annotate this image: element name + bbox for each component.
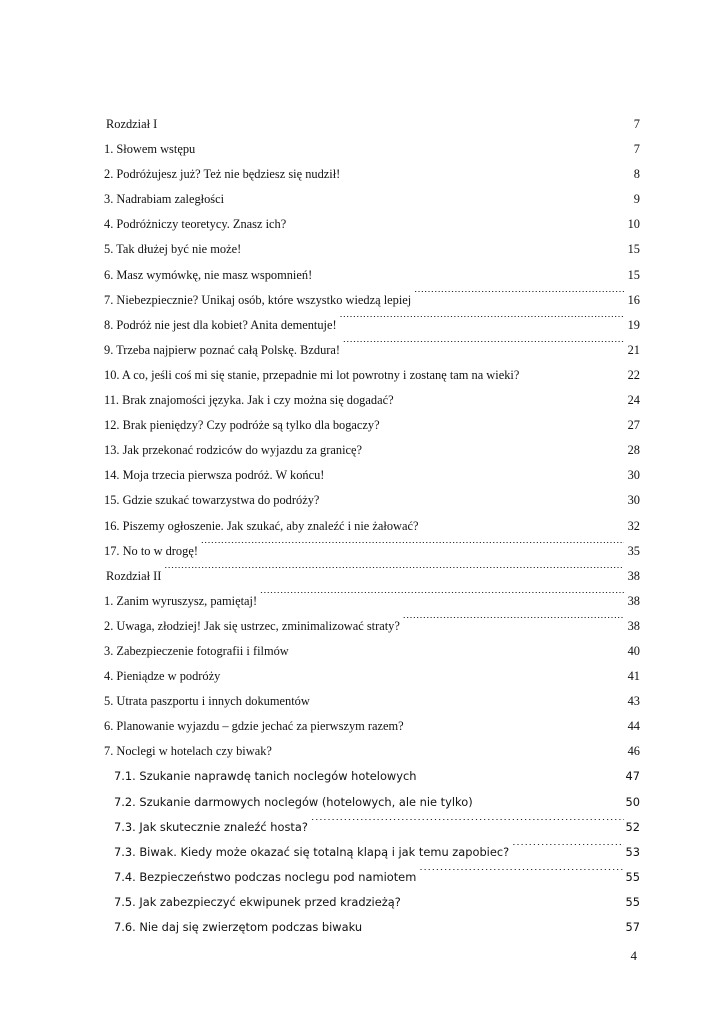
toc-entry-label: 5. Tak dłużej być nie może! bbox=[104, 242, 242, 257]
page-number: 4 bbox=[630, 948, 637, 963]
toc-entry[interactable] bbox=[104, 764, 640, 789]
toc-entry-page: 40 bbox=[627, 643, 640, 658]
dot-leader bbox=[421, 517, 624, 529]
toc-entry-page: 53 bbox=[625, 844, 640, 859]
toc-entry-page: 19 bbox=[627, 317, 640, 332]
toc-entry-label: 7.3. Biwak. Kiedy może okazać się totalną klapą i jak temu zapobiec? bbox=[114, 844, 510, 859]
toc-entry-label: 7.6. Nie daj się zwierzętom podczas biwaku bbox=[114, 920, 363, 934]
dot-leader bbox=[343, 166, 624, 178]
toc-entry-label: 8. Podróż nie jest dla kobiet? Anita dementuje! bbox=[104, 317, 337, 332]
toc-entry[interactable] bbox=[104, 614, 640, 639]
dot-leader bbox=[512, 844, 623, 855]
toc-entry-label: Rozdział II bbox=[106, 568, 162, 583]
dot-leader bbox=[244, 241, 624, 253]
dot-leader bbox=[340, 316, 624, 328]
toc-entry-page: 38 bbox=[627, 593, 640, 608]
toc-entry[interactable] bbox=[104, 263, 640, 288]
dot-leader bbox=[365, 920, 623, 931]
toc-entry-label: 9. Trzeba najpierw poznać całą Polskę. Bzdura! bbox=[104, 342, 341, 357]
toc-entry-label: 7.2. Szukanie darmowych noclegów (hotelowych, ale nie tylko) bbox=[114, 794, 473, 809]
toc-entry-label: 4. Podróżniczy teoretycy. Znasz ich? bbox=[104, 217, 287, 232]
toc-entry[interactable] bbox=[104, 388, 640, 413]
dot-leader bbox=[311, 819, 624, 830]
toc-entry-label: 6. Masz wymówkę, nie masz wspomnień! bbox=[104, 267, 313, 282]
dot-leader bbox=[419, 769, 623, 780]
toc-entry-label: 3. Nadrabiam zaległości bbox=[104, 192, 225, 207]
toc-entry[interactable] bbox=[104, 413, 640, 438]
toc-entry-page: 55 bbox=[625, 894, 640, 909]
toc-entry[interactable] bbox=[104, 187, 640, 212]
toc-entry[interactable] bbox=[104, 463, 640, 488]
toc-entry-page: 7 bbox=[633, 142, 640, 157]
toc-entry-page: 15 bbox=[627, 267, 640, 282]
toc-entry-label: 13. Jak przekonać rodziców do wyjazdu za granicę? bbox=[104, 443, 363, 458]
toc-entry-label: 1. Zanim wyruszysz, pamiętaj! bbox=[104, 593, 258, 608]
toc-entry[interactable] bbox=[104, 137, 640, 162]
toc-entry-page: 46 bbox=[627, 744, 640, 759]
toc-entry-label: 3. Zabezpieczenie fotografii i filmów bbox=[104, 643, 289, 658]
toc-entry-page: 35 bbox=[627, 543, 640, 558]
toc-entry[interactable] bbox=[104, 514, 640, 539]
toc-entry-page: 7 bbox=[633, 117, 640, 131]
toc-entry-page: 22 bbox=[627, 367, 640, 382]
toc-entry[interactable] bbox=[104, 212, 640, 237]
toc-entry-label: 14. Moja trzecia pierwsza podróż. W końcu! bbox=[104, 468, 325, 483]
dot-leader bbox=[223, 668, 624, 680]
toc-entry-page: 38 bbox=[627, 618, 640, 633]
toc-entry-page: 55 bbox=[625, 869, 640, 884]
toc-entry[interactable] bbox=[104, 689, 640, 714]
toc-entry[interactable] bbox=[104, 488, 640, 513]
toc-entry[interactable] bbox=[104, 338, 640, 363]
toc-entry-label: 7.5. Jak zabezpieczyć ekwipunek przed kradzieżą? bbox=[114, 894, 401, 909]
dot-leader bbox=[407, 718, 624, 730]
toc-entry-page: 8 bbox=[633, 167, 640, 182]
dot-leader bbox=[260, 592, 624, 604]
dot-leader bbox=[201, 542, 624, 554]
dot-leader bbox=[383, 417, 624, 429]
toc-entry-label: 1. Słowem wstępu bbox=[104, 142, 196, 157]
toc-entry-page: 38 bbox=[627, 568, 640, 583]
toc-entry-label: 10. A co, jeśli coś mi się stanie, przepadnie mi lot powrotny i zostanę tam na wieki? bbox=[104, 367, 520, 382]
toc-entry-label: 12. Brak pieniędzy? Czy podróże są tylko dla bogaczy? bbox=[104, 418, 380, 433]
dot-leader bbox=[164, 567, 624, 579]
dot-leader bbox=[419, 869, 623, 880]
toc-entry-page: 44 bbox=[627, 719, 640, 734]
dot-leader bbox=[397, 392, 624, 404]
toc-entry-page: 16 bbox=[627, 292, 640, 307]
toc-entry-label: 15. Gdzie szukać towarzystwa do podróży? bbox=[104, 493, 320, 508]
toc-entry-page: 47 bbox=[625, 769, 640, 784]
toc-entry[interactable] bbox=[104, 739, 640, 764]
toc-entry[interactable] bbox=[104, 865, 640, 890]
dot-leader bbox=[289, 216, 624, 228]
dot-leader bbox=[292, 643, 624, 655]
toc-entry-page: 10 bbox=[627, 217, 640, 232]
dot-leader bbox=[365, 442, 624, 454]
dot-leader bbox=[313, 693, 624, 705]
toc-entry-page: 32 bbox=[627, 518, 640, 533]
toc-entry-page: 50 bbox=[625, 794, 640, 809]
toc-entry[interactable] bbox=[104, 714, 640, 739]
table-of-contents bbox=[104, 112, 640, 940]
toc-entry[interactable] bbox=[104, 313, 640, 338]
toc-entry-label: 2. Uwaga, złodziej! Jak się ustrzec, zminimalizować straty? bbox=[104, 618, 400, 633]
toc-entry-page: 24 bbox=[627, 393, 640, 408]
dot-leader bbox=[343, 341, 624, 353]
toc-entry-page: 57 bbox=[625, 920, 640, 934]
toc-entry-label: 16. Piszemy ogłoszenie. Jak szukać, aby znaleźć i nie żałować? bbox=[104, 518, 419, 533]
dot-leader bbox=[322, 492, 624, 504]
toc-entry-label: Rozdział I bbox=[106, 117, 158, 131]
toc-entry-label: 2. Podróżujesz już? Też nie będziesz się nudził! bbox=[104, 167, 341, 182]
toc-entry[interactable] bbox=[104, 363, 640, 388]
toc-entry[interactable] bbox=[104, 589, 640, 614]
toc-entry[interactable] bbox=[104, 890, 640, 915]
toc-entry-label: 11. Brak znajomości języka. Jak i czy można się dogadać? bbox=[104, 393, 394, 408]
dot-leader bbox=[414, 291, 624, 303]
toc-entry-page: 43 bbox=[627, 694, 640, 709]
toc-entry[interactable] bbox=[104, 162, 640, 187]
toc-entry-label: 7. Niebezpiecznie? Unikaj osób, które wszystko wiedzą lepiej bbox=[104, 292, 412, 307]
toc-entry-page: 28 bbox=[627, 443, 640, 458]
toc-entry-page: 27 bbox=[627, 418, 640, 433]
dot-leader bbox=[227, 191, 624, 203]
toc-entry-page: 9 bbox=[633, 192, 640, 207]
toc-entry-label: 4. Pieniądze w podróży bbox=[104, 669, 221, 684]
toc-entry[interactable] bbox=[104, 790, 640, 815]
toc-entry-page: 15 bbox=[627, 242, 640, 257]
toc-entry-label: 5. Utrata paszportu i innych dokumentów bbox=[104, 694, 310, 709]
dot-leader bbox=[327, 467, 624, 479]
toc-entry-label: 6. Planowanie wyjazdu – gdzie jechać za pierwszym razem? bbox=[104, 719, 404, 734]
toc-entry-page: 30 bbox=[627, 468, 640, 483]
toc-entry-label: 7.1. Szukanie naprawdę tanich noclegów hotelowych bbox=[114, 769, 417, 784]
toc-entry[interactable] bbox=[104, 438, 640, 463]
toc-entry-label: 7. Noclegi w hotelach czy biwak? bbox=[104, 744, 272, 759]
toc-entry[interactable] bbox=[104, 840, 640, 865]
toc-entry-label: 7.3. Jak skutecznie znaleźć hosta? bbox=[114, 819, 308, 834]
toc-entry[interactable] bbox=[104, 539, 640, 564]
toc-entry[interactable] bbox=[104, 639, 640, 664]
toc-entry-page: 41 bbox=[627, 669, 640, 684]
toc-chapter-entry[interactable] bbox=[104, 112, 640, 137]
toc-entry[interactable] bbox=[104, 915, 640, 940]
dot-leader bbox=[315, 266, 624, 278]
dot-leader bbox=[160, 116, 624, 128]
toc-entry-page: 30 bbox=[627, 493, 640, 508]
toc-entry-label: 17. No to w drogę! bbox=[104, 543, 198, 558]
toc-entry-page: 52 bbox=[625, 819, 640, 834]
toc-entry[interactable] bbox=[104, 815, 640, 840]
dot-leader bbox=[403, 617, 624, 629]
toc-entry[interactable] bbox=[104, 664, 640, 689]
dot-leader bbox=[404, 895, 624, 906]
toc-chapter-entry[interactable] bbox=[104, 564, 640, 589]
toc-entry-page: 21 bbox=[627, 342, 640, 357]
dot-leader bbox=[476, 794, 624, 805]
toc-entry[interactable] bbox=[104, 288, 640, 313]
dot-leader bbox=[275, 743, 624, 755]
toc-entry-label: 7.4. Bezpieczeństwo podczas noclegu pod namiotem bbox=[114, 869, 417, 884]
toc-entry[interactable] bbox=[104, 237, 640, 262]
dot-leader bbox=[522, 367, 624, 379]
dot-leader bbox=[198, 141, 624, 153]
